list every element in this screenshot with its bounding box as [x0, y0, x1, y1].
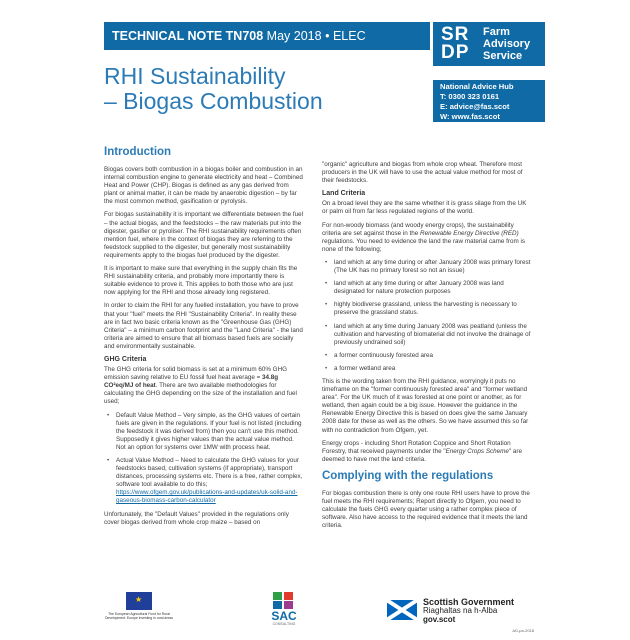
comply-paragraph: For biogas combustion there is only one route RHI users have to prove the fuel meets the RHI requirements; Report directly to Ofgem, you need to calculate the fuels GHG every quarter using a rather complex piece of software. Also have access to the required evidence that it meets the land criteria. — [322, 489, 530, 530]
land-criteria-list — [322, 259, 532, 373]
hub-title: National Advice Hub — [440, 82, 514, 91]
land-paragraph: For non-woody biomass (and woody energy crops), the sustainability criteria are set against those in the Renewable Energy Directive (RED) regulations. You need to evidence the land the raw material came from is none of the following; — [322, 221, 526, 253]
note-code: ELEC — [332, 29, 366, 43]
hub-web: W: www.fas.scot — [440, 112, 500, 121]
fas-logo — [433, 22, 545, 66]
sg-wordmark: Scottish Government Riaghaltas na h-Alba gov.scot — [423, 597, 515, 624]
eu-flag-icon: ★ — [126, 592, 152, 610]
intro-paragraph: For biogas sustainability it is important we differentiate between the fuel – the actual biogas, and the feedstocks – the raw materials put into the digester, gasifier or pyroliser. The RHI sustainability requirements often mention fuel, where in the context of biogas they are referring to the feedstock supplied to the digester, but generally most sustainability requirements apply to the biogas fuel produced by the digester. — [104, 211, 304, 259]
header-banner — [104, 22, 430, 50]
land-paragraph: On a broad level they are the same whether it is grass silage from the UK or palm oil from far less regulated regions of the world. — [322, 200, 527, 216]
sac-mark-icon — [273, 592, 295, 610]
list-item: • Default Value Method – Very simple, as the GHG values of certain fuels are given in the regulations. If your fuel is not listed (including the feedstock it was derived from) then you can't use this method. Supposedly it gives higher values than the actual value method. Not an option for systems over 1MW with process heat. — [104, 412, 304, 452]
ghg-paragraph: The GHG criteria for solid biomass is set at a minimum 60% GHG emission saving relative to EU fossil fuel heat average = 34.8g CO²eq/MJ of heat. There are two available methodologies for calculating the GHG depending on the size of the installation and fuel used; — [104, 366, 297, 406]
advice-hub-box — [433, 80, 545, 122]
land-heading: Land Criteria — [322, 190, 366, 198]
list-item: • Actual Value Method – Need to calculate the GHG values for your feedstocks based, cultivation systems (if appropriate), transport distances, processing systems etc. There is a free, rather complex, software tool available to do this; https://www.ofgem.gov.uk/publications-and-updates/uk-solid-and-gaseous-biomass-carbon-calculator — [104, 457, 304, 506]
intro-paragraph: In order to claim the RHI for any fuelled installation, you have to prove that your "fuel" meets the RHI "Sustainability Criteria". In reality these are in fact two basic criteria known as the "Greenhouse Gas (GHG) Criteria" – a minimum carbon footprint and the "Land Criteria" - the land criteria are aimed to ensure that all biomass based fuels are socially and environmentally sustainable. — [104, 302, 303, 350]
ghg-paragraph: Unfortunately, the "Default Values" provided in the regulations only cover biogas derived from whole crop maize – based on — [104, 510, 289, 526]
sac-logo — [264, 592, 304, 626]
list-item: • land which at any time during January 2008 was peatland (unless the cultivation and harvesting of biomaterial did not involve the drainage of previously undrained soil) — [322, 323, 532, 347]
list-item: • a former wetland area — [322, 365, 532, 373]
list-item: • a former continuously forested area — [322, 352, 532, 360]
list-item: • highly biodiverse grassland, unless the harvesting is necessary to preserve the grassland status. — [322, 301, 532, 317]
left-column — [104, 146, 304, 532]
document-reference: AD-pa-2018 — [512, 628, 534, 633]
comply-heading: Complying with the regulations — [322, 469, 494, 482]
ghg-method-list — [104, 412, 304, 506]
land-paragraph: This is the wording taken from the RHI guidance, worryingly it puts no timeframe on the "former continuously forested area" and "former wetland area". For the UK much of it was forested at one point or another, as for wetland, then again could be a big issue. However the guidance in the Renewable Energy Directive this is based on does give the same January 2008 date for these as well as the others. So we have assumed this so far with no contradiction from Ofgem, yet. — [322, 377, 529, 434]
note-date: May 2018 — [266, 29, 322, 43]
eu-logo — [104, 592, 174, 620]
list-item: • land which at any time during or after January 2008 was land designated for nature protection purposes — [322, 280, 532, 296]
page-title: RHI Sustainability – Biogas Combustion — [104, 63, 323, 114]
list-item: • land which at any time during or after January 2008 was primary forest (The UK has no primary forest so not an issue) — [322, 259, 532, 275]
saltire-flag-icon — [387, 600, 417, 620]
srdp-mark: SR DP — [441, 24, 470, 63]
note-id: TECHNICAL NOTE TN708 — [112, 29, 264, 43]
intro-heading: Introduction — [104, 146, 172, 158]
sac-sub: CONSULTING — [272, 622, 296, 626]
calculator-link[interactable]: https://www.ofgem.gov.uk/publications-and-updates/uk-solid-and-gaseous-biomass-carbon-calculator — [116, 489, 298, 505]
right-column — [322, 161, 532, 535]
intro-paragraph: It is important to make sure that everything in the supply chain fits the RHI sustainability criteria, and probably more importantly there is suitable evidence to prove it. This applies to both those who are just now applying for the RHI and those already long registered. — [104, 265, 298, 297]
hub-email: E: advice@fas.scot — [440, 102, 510, 111]
hub-phone: T: 0300 323 0161 — [440, 92, 500, 101]
energy-crops-paragraph: Energy crops - including Short Rotation Coppice and Short Rotation Forestry, that received payments under the "Energy Crops Scheme" are deemed to have met the land criteria. — [322, 439, 523, 463]
sac-name: SAC — [271, 609, 297, 623]
fas-wordmark: Farm Advisory Service — [483, 26, 531, 62]
ghg-heading: GHG Criteria — [104, 355, 147, 363]
continued-paragraph: "organic" agriculture and biogas from whole crop wheat. Therefore most producers in the UK will have to use the actual value method for most of their feedstocks. — [322, 161, 523, 185]
intro-paragraph: Biogas covers both combustion in a biogas boiler and combustion in an internal combustion engine to generate electricity and heat – Combined Heat and Power (CHP). Biogas is defined as any gas derived from plant or animal matter, it can be made by anaerobic digestion – by far the most common method, gasification or pyrolysis. — [104, 166, 303, 206]
footer-logos — [104, 592, 534, 632]
banner-separator: • — [325, 29, 330, 43]
eu-caption: The European Agricultural Fund for Rural Development: Europe investing in rural areas — [105, 612, 173, 620]
